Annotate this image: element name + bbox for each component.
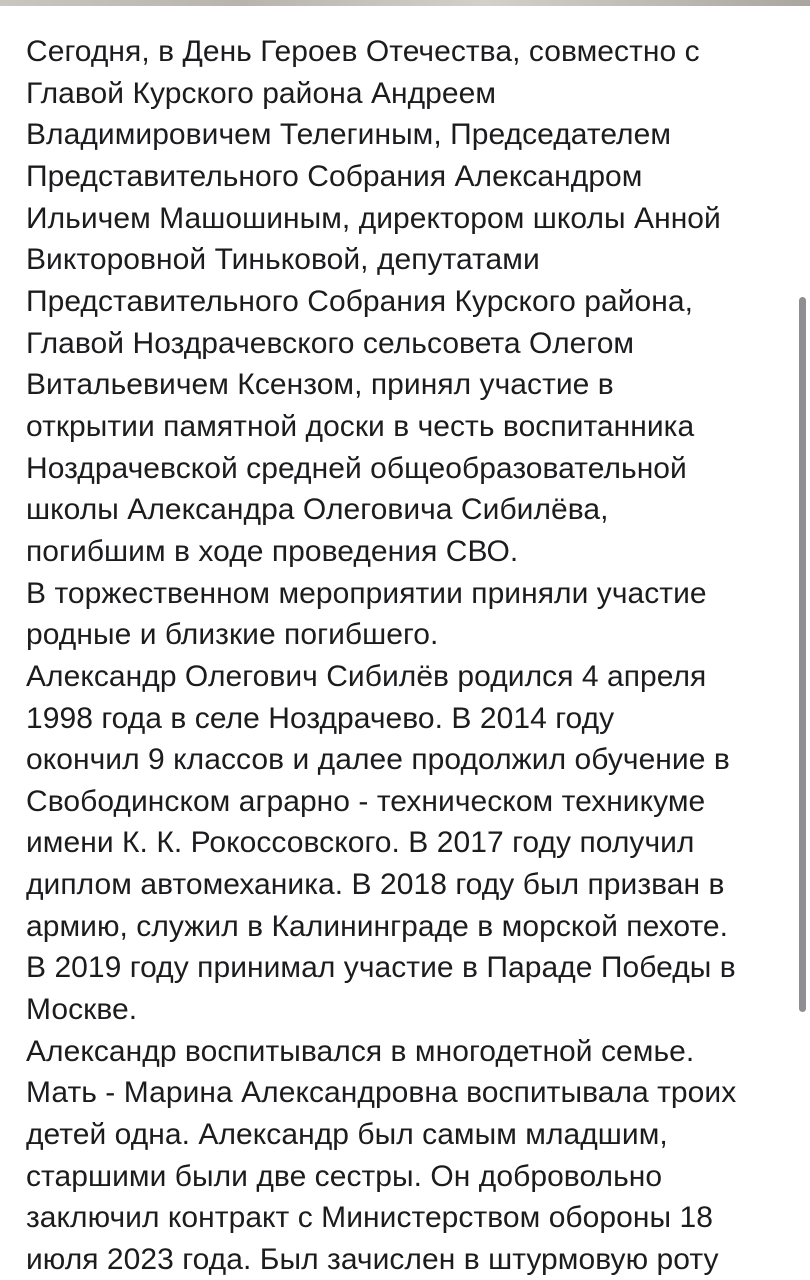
article-line: старшими были две сестры. Он добровольно xyxy=(26,1159,663,1193)
article-line: Главой Ноздрачевского сельсовета Олегом xyxy=(26,326,635,360)
article-line: заключил контракт с Министерством обороны 18 xyxy=(26,1201,713,1235)
article-line: В торжественном мероприятии приняли участие xyxy=(26,576,707,610)
article-line: Москве. xyxy=(26,993,138,1027)
article-line: открытии памятной доски в честь воспитанника xyxy=(26,409,695,443)
article-line: Мать - Марина Александровна воспитывала троих xyxy=(26,1076,737,1110)
article-line: Ильичем Машошиным, директором школы Анной xyxy=(26,201,721,235)
article-line: Владимировичем Телегиным, Председателем xyxy=(26,118,672,152)
article-line: Витальевичем Ксензом, принял участие в xyxy=(26,368,614,402)
article-line: Главой Курского района Андреем xyxy=(26,76,497,110)
article-line: Ноздрачевской средней общеобразовательной xyxy=(26,451,687,485)
article-line: диплом автомеханика. В 2018 году был призван в xyxy=(26,868,725,902)
article-line: Представительного Собрания Курского района, xyxy=(26,284,693,318)
article-line: июля 2023 года. Был зачислен в штурмовую роту xyxy=(26,1243,719,1277)
article-line: окончил 9 классов и далее продолжил обучение в xyxy=(26,743,730,777)
vertical-scrollbar[interactable] xyxy=(799,297,806,1012)
top-image-edge xyxy=(0,0,810,6)
article-line: 1998 года в селе Ноздрачево. В 2014 году xyxy=(26,701,615,735)
article-line: Представительного Собрания Александром xyxy=(26,159,643,193)
article-line: родные и близкие погибшего. xyxy=(26,618,439,652)
article-line: В 2019 году принимал участие в Параде Победы в xyxy=(26,951,736,985)
article-line: Александр Олегович Сибилёв родился 4 апреля xyxy=(26,659,707,693)
article-line: Александр воспитывался в многодетной семье. xyxy=(26,1034,695,1068)
article-line: Викторовной Тиньковой, депутатами xyxy=(26,243,540,277)
article-line: Сегодня, в День Героев Отечества, совместно с xyxy=(26,35,700,68)
article-text[interactable] xyxy=(26,31,806,1280)
article-line: школы Александра Олеговича Сибилёва, xyxy=(26,493,609,527)
article-line: армию, служил в Калининграде в морской пехоте. xyxy=(26,909,729,943)
article-line: детей одна. Александр был самым младшим, xyxy=(26,1118,668,1152)
article-line: имени К. К. Рокоссовского. В 2017 году получил xyxy=(26,826,695,860)
article-line: погибшим в ходе проведения СВО. xyxy=(26,534,519,568)
article-line: Свободинском аграрно - техническом техникуме xyxy=(26,784,706,818)
